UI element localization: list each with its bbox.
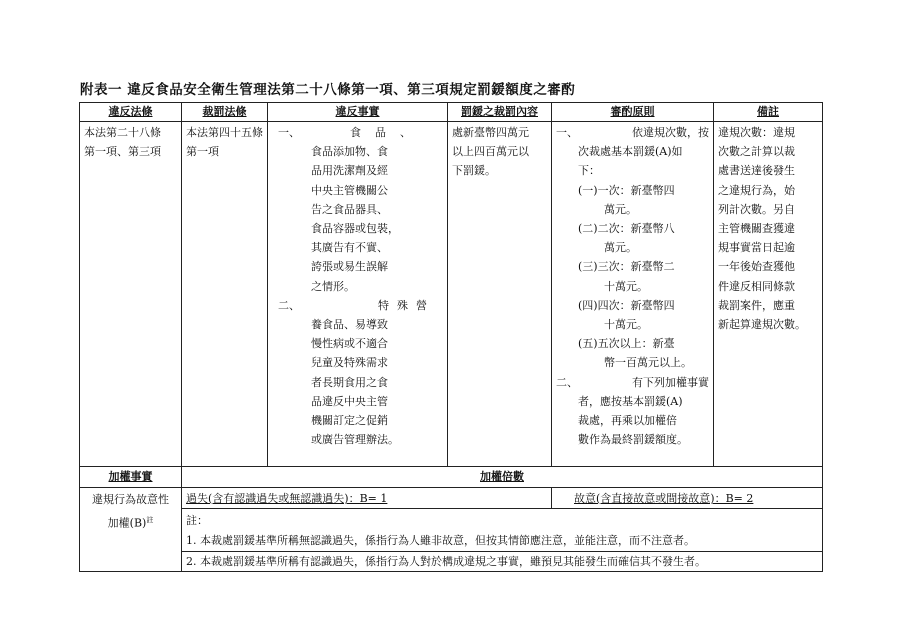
content-row [80, 122, 823, 467]
fact-item2-marker: 二、 [278, 298, 300, 312]
violated-law-cell: 本法第二十八條 第一項、第三項 [80, 122, 182, 467]
principle1-marker: 一、 [556, 126, 578, 139]
principle1-first: 依違規次數，按 [632, 126, 709, 139]
note-1: 1. 本裁處罰鍰基準所稱無認識過失，係指行為人雖非故意，但按其情節應注意，並能注意，而不注意者。 [186, 534, 695, 547]
header-row [80, 103, 823, 122]
tier-3: (三)三次：新臺幣二 [578, 260, 675, 274]
weighting-values-row [80, 488, 823, 509]
principle2-first: 有下列加權事實 [632, 375, 709, 389]
col-header-violated-law: 違反法條 [80, 103, 182, 122]
tier-4: (四)四次：新臺幣四 [578, 298, 675, 312]
negligence-multiplier: 過失(含有認識過失或無認識過失)：B= 1 [182, 488, 552, 509]
note-2: 2. 本裁處罰鍰基準所稱有認識過失，係指行為人對於構成違規之事實，雖預見其能發生而確信其不發生者。 [182, 551, 822, 570]
principle2-marker: 二、 [556, 375, 578, 389]
facts-cell: 一、 食品、 食品添加物、食 品用洗潔劑及經 中央主管機關公 告之食品器具、 食品容器或包裝， 其廣告有不實、 誇張或易生誤解 之情形。 二、 特殊營 養食品、易導致 慢性病或不適合 兒童及特殊需求 者長期食用之食 品違反中央主管 機關訂定之促銷 或廣告管理辦法。 [268, 122, 448, 467]
tier-1: (一)一次：新臺幣四 [578, 183, 675, 197]
weighting-header-row [80, 467, 823, 488]
page-title: 附表一 違反食品安全衛生管理法第二十八條第一項、第三項規定罰鍰額度之審酌 [80, 82, 576, 98]
penalty-law-cell: 本法第四十五條 第一項 [182, 122, 268, 467]
penalty-content-cell: 處新臺幣四萬元 以上四百萬元以 下罰鍰。 [448, 122, 552, 467]
col-header-penalty-law: 裁罰法條 [182, 103, 268, 122]
remarks-cell: 違規次數：違規 次數之計算以裁 處書送達後發生 之違規行為，始 列計次數。另自 主管機關查獲違 規事實當日起逾 一年後始查獲他 件違反相同條款 裁罰案件，應重 新起算違規次數。 [714, 122, 823, 467]
notes-cell: 註： 1. 本裁處罰鍰基準所稱無認識過失，係指行為人雖非故意，但按其情節應注意，並能注意，而不注意者。 2. 本裁處罰鍰基準所稱有認識過失，係指行為人對於構成違規之事實，雖預見其能發生而確信其不發生者。 [182, 509, 823, 572]
fact-item2-first: 特殊營 [378, 298, 435, 312]
principles-cell: 一、 依違規次數，按 次裁處基本罰鍰(A)如 下： (一)一次：新臺幣四 萬元。 (二)二次：新臺幣八 萬元。 (三)三次：新臺幣二 十萬元。 (四)四次：新臺幣四 十萬元。 (五)五次以上：新臺 幣一百萬元以上。 二、 有下列加權事實 者，應按基本罰鍰(A) 裁處，再乘以加權倍 數作為最終罰鍰額度。 [552, 122, 714, 467]
penalty-table [79, 102, 823, 572]
weighting-fact-header: 加權事實 [80, 467, 182, 488]
weighting-multiplier-header: 加權倍數 [182, 467, 823, 488]
fact-item1-first: 食品、 [350, 126, 425, 139]
tier-5: (五)五次以上：新臺 [578, 337, 675, 351]
notes-row [80, 509, 823, 572]
col-header-facts: 違反事實 [268, 103, 448, 122]
col-header-penalty-content: 罰鍰之裁罰內容 [448, 103, 552, 122]
intent-multiplier: 故意(含直接故意或間接故意)：B= 2 [552, 488, 823, 509]
col-header-principles: 審酌原則 [552, 103, 714, 122]
fact-item1-marker: 一、 [278, 126, 300, 139]
weighting-fact-label: 違規行為故意性 加權$(B)^註$ [80, 488, 182, 572]
col-header-remarks: 備註 [714, 103, 823, 122]
tier-2: (二)二次：新臺幣八 [578, 222, 675, 236]
